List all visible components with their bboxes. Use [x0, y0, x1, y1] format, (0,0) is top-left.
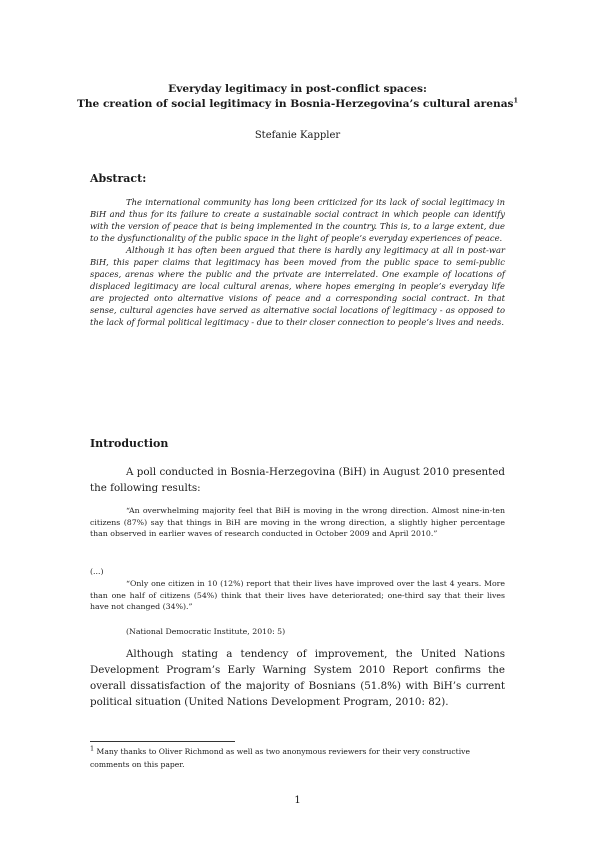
- quote-block-1: [90, 505, 505, 540]
- intro-paragraph-1: A poll conducted in Bosnia-Herzegovina (BiH) in August 2010 presented the following results:: [90, 466, 505, 494]
- quote-block-2: [90, 578, 505, 613]
- introduction-heading: Introduction: [90, 437, 169, 450]
- footnote-text: Many thanks to Oliver Richmond as well as two anonymous reviewers for their very constructive comments on this paper.: [90, 747, 470, 769]
- abstract-paragraph-1: The international community has long been criticized for its lack of social legitimacy in BiH and thus for its failure to create a sustainable social contract in which people can identify with the version of peace that is being implemented in the country. This is, to a large extent, due to the dysfunctionality of the public space in the light of people’s everyday experiences of peace.: [90, 197, 505, 243]
- title-line-1: Everyday legitimacy in post-conflict spaces:: [168, 83, 427, 95]
- quote-2: “Only one citizen in 10 (12%) report that their lives have improved over the last 4 years. More than one half of citizens (54%) think that their lives have deteriorated; one-third say that their lives have not changed (34%).”: [90, 579, 505, 612]
- footnote-marker: 1: [90, 744, 95, 753]
- title-footnote-marker[interactable]: 1: [513, 96, 519, 105]
- quote-ellipsis: (...): [90, 567, 104, 576]
- paper-title: [70, 82, 525, 112]
- intro-paragraph-1-block: [90, 464, 505, 496]
- footnote-divider: [90, 741, 235, 742]
- abstract-heading: Abstract:: [90, 172, 147, 185]
- intro-paragraph-2: Although stating a tendency of improvement, the United Nations Development Program’s Early Warning System 2010 Report confirms the overall dissatisfaction of the majority of Bosnians (51.8%) with BiH’s current political situation (United Nations Development Program, 2010: 82).: [90, 648, 505, 708]
- quote-source: (National Democratic Institute, 2010: 5): [126, 627, 286, 636]
- footnote: [90, 746, 505, 771]
- title-line-2: [70, 97, 525, 112]
- title-line-2-text: The creation of social legitimacy in Bosnia-Herzegovina’s cultural arenas: [76, 98, 514, 110]
- abstract-paragraph-2: Although it has often been argued that there is hardly any legitimacy at all in post-war BiH, this paper claims that legitimacy has been moved from the public space to semi-public spaces, arenas where the public and the private are interrelated. One example of locations of displaced legitimacy are local cultural arenas, where hopes emerging in people’s everyday life are projected onto alternative visions of peace and a corresponding social contract. In that sense, cultural agencies have served as alternative social locations of legitimacy - as opposed to the lack of formal political legitimacy - due to their closer connection to people’s lives and needs.: [90, 245, 505, 327]
- intro-paragraph-2-block: [90, 646, 505, 710]
- author-name: Stefanie Kappler: [254, 130, 341, 141]
- page-number: 1: [294, 795, 301, 806]
- quote-1: “An overwhelming majority feel that BiH is moving in the wrong direction. Almost nine-in-ten citizens (87%) say that things in BiH are moving in the wrong direction, a slightly higher percentage than observed in earlier waves of research conducted in October 2009 and April 2010.”: [90, 506, 505, 539]
- abstract-body: [90, 196, 505, 328]
